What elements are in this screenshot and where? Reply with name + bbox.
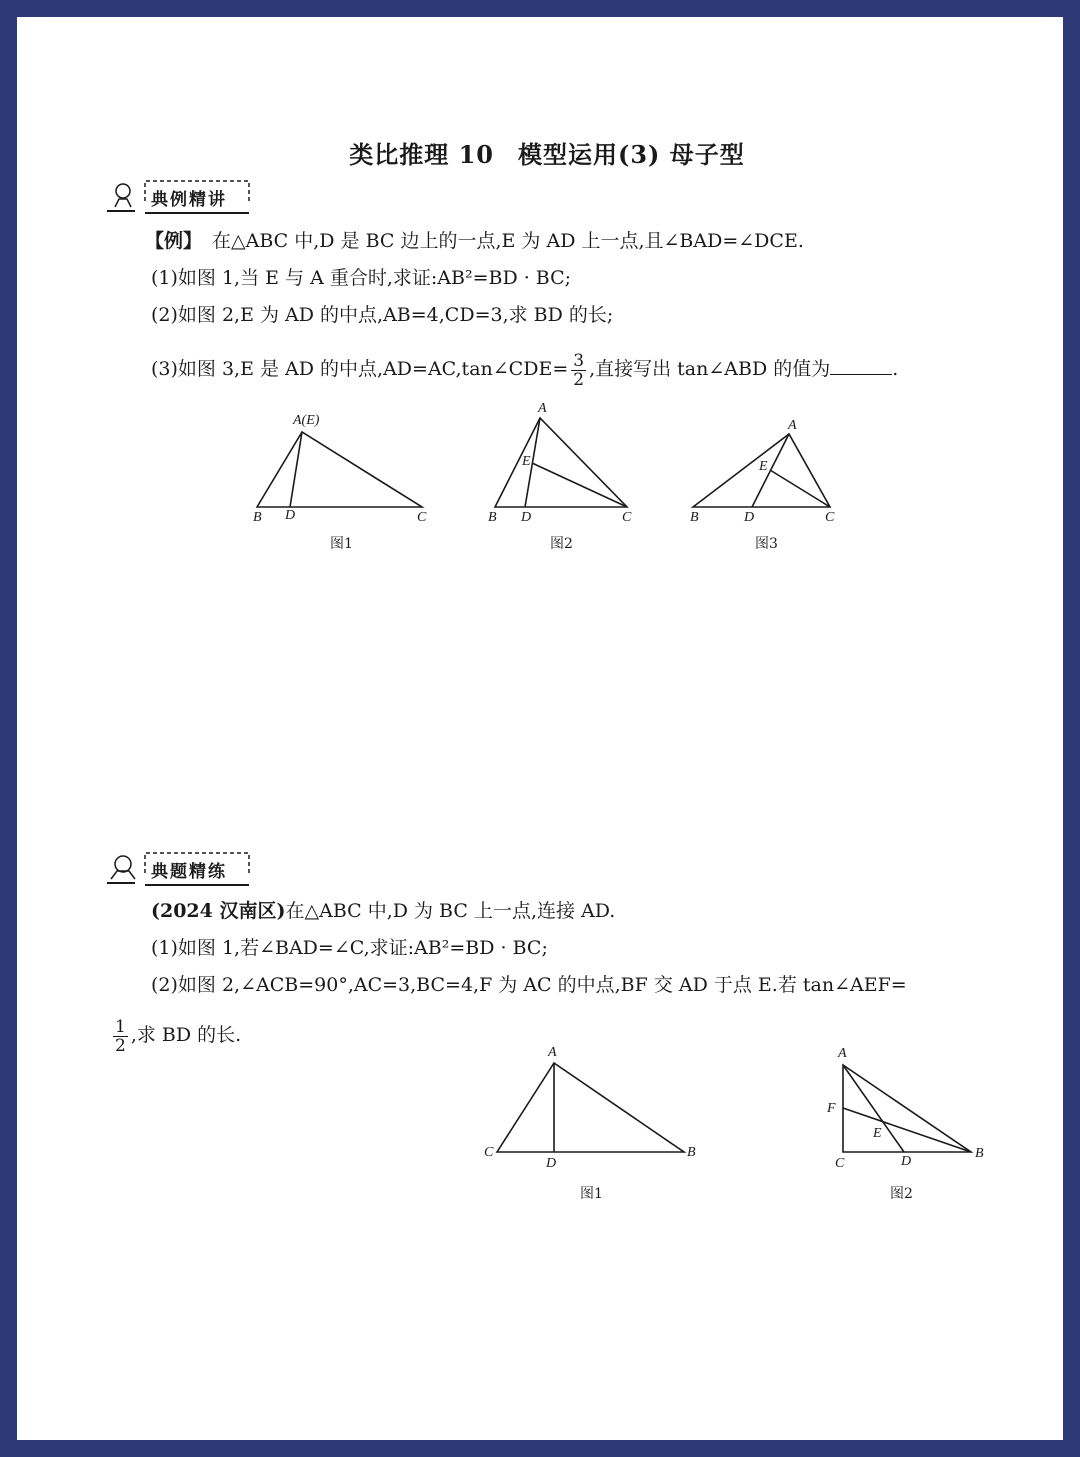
fig1-label-C: C: [417, 510, 427, 525]
q2-suffix: ,求 BD 的长.: [130, 1024, 242, 1046]
fig1-caption: 图1: [330, 536, 353, 552]
pfig2-segment-BF: [843, 1108, 971, 1152]
q2-frac-den: 2: [115, 1035, 126, 1056]
fig3-label-C: C: [825, 510, 835, 525]
practice-stem-text: 在△ABC 中,D 为 BC 上一点,连接 AD.: [285, 900, 616, 922]
example-stem-text: 在△ABC 中,D 是 BC 边上的一点,E 为 AD 上一点,且∠BAD=∠DCE.: [212, 230, 804, 252]
fig2-label-B: B: [488, 510, 497, 525]
example-q2: (2)如图 2,E 为 AD 的中点,AB=4,CD=3,求 BD 的长;: [151, 304, 614, 326]
worksheet-page: [17, 17, 1063, 1440]
pfig1-label-D: D: [546, 1156, 557, 1171]
pfig2-label-A: A: [838, 1046, 847, 1061]
fig2-label-C: C: [622, 510, 632, 525]
fig2-caption: 图2: [550, 536, 573, 552]
practice-figure-2: [843, 1065, 971, 1152]
pfig1-caption: 图1: [580, 1186, 603, 1202]
q3-suffix: ,直接写出 tan∠ABD 的值为: [589, 358, 831, 380]
q2-frac-num: 1: [115, 1016, 126, 1037]
pfig2-label-D: D: [901, 1154, 912, 1169]
practice-figures: [17, 17, 1063, 1267]
fig1-label-B: B: [253, 510, 262, 525]
q3-frac-num: 3: [573, 350, 585, 371]
q3-frac-den: 2: [573, 369, 585, 390]
pfig1-triangle: [497, 1063, 684, 1152]
pfig2-label-C: C: [835, 1156, 845, 1171]
pfig2-label-E: E: [873, 1126, 882, 1141]
fig2-label-E: E: [522, 454, 531, 469]
pfig2-caption: 图2: [890, 1186, 913, 1202]
practice-source: (2024 汉南区): [151, 900, 286, 922]
fig3-label-D: D: [744, 510, 755, 525]
example-q1: (1)如图 1,当 E 与 A 重合时,求证:AB²=BD · BC;: [151, 267, 572, 289]
section-label-practice: 典题精练: [151, 862, 227, 882]
pfig2-label-F: F: [827, 1101, 836, 1116]
fig3-caption: 图3: [755, 536, 778, 552]
q3-prefix: (3)如图 3,E 是 AD 的中点,AD=AC,tan∠CDE=: [151, 358, 569, 380]
practice-q2-line1: (2)如图 2,∠ACB=90°,AC=3,BC=4,F 为 AC 的中点,BF 交 AD 于点 E.若 tan∠AEF=: [151, 974, 907, 996]
fig1-label-D: D: [285, 508, 296, 523]
title-main: 类比推理 10: [349, 140, 494, 169]
title-sub: 模型运用(3) 母子型: [518, 140, 745, 169]
fig2-label-A: A: [538, 401, 547, 416]
practice-q1: (1)如图 1,若∠BAD=∠C,求证:AB²=BD · BC;: [151, 937, 548, 959]
fig3-label-A: A: [788, 418, 797, 433]
section-label-examples: 典例精讲: [151, 190, 227, 210]
pfig1-label-C: C: [484, 1145, 494, 1160]
example-tag: 【例】: [145, 230, 203, 252]
practice-figure-1: [497, 1063, 684, 1152]
fig2-label-D: D: [521, 510, 532, 525]
fig3-label-E: E: [759, 459, 768, 474]
q3-end: .: [892, 358, 899, 380]
pfig2-triangle: [843, 1065, 971, 1152]
pfig1-label-B: B: [687, 1145, 696, 1160]
fig3-label-B: B: [690, 510, 699, 525]
fig1-label-A: A(E): [293, 413, 320, 428]
pfig2-label-B: B: [975, 1146, 984, 1161]
pfig1-label-A: A: [548, 1045, 557, 1060]
